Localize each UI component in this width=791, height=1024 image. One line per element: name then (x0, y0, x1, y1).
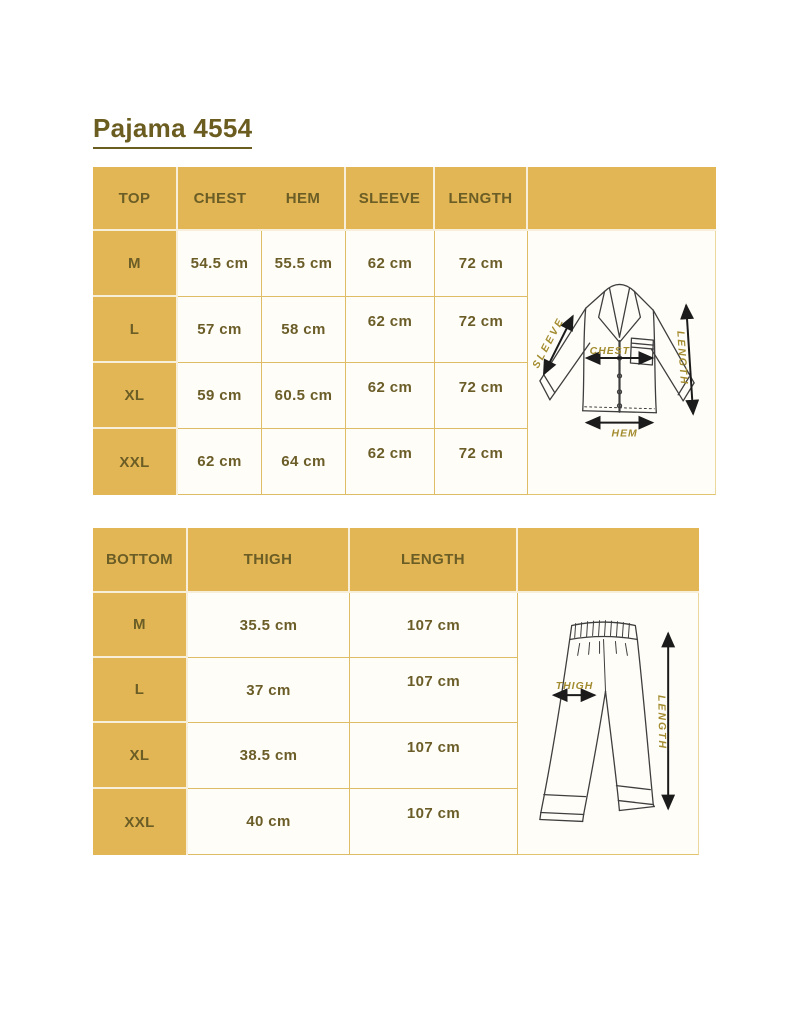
bottom-table-header-length: LENGTH (350, 528, 518, 593)
top-xl-sleeve: 62 cm (346, 363, 435, 429)
bottom-m-thigh: 35.5 cm (188, 593, 350, 658)
bottom-xxl-thigh: 40 cm (188, 789, 350, 855)
bottom-xl-length: 107 cm (350, 723, 518, 789)
top-m-sleeve: 62 cm (346, 231, 435, 297)
top-table-header-chest: CHEST (178, 167, 262, 231)
bottom-xl-thigh: 38.5 cm (188, 723, 350, 789)
top-xxl-sleeve: 62 cm (346, 429, 435, 495)
chest-label: CHEST (589, 346, 631, 358)
top-m-length: 72 cm (435, 231, 528, 297)
top-l-hem: 58 cm (262, 297, 346, 363)
bottom-size-table (93, 528, 699, 855)
sleeve-label: SLEEVE (530, 315, 567, 371)
top-size-l: L (93, 297, 178, 363)
top-size-xxl: XXL (93, 429, 178, 495)
top-table-header-sleeve: SLEEVE (346, 167, 435, 231)
bottom-l-thigh: 37 cm (188, 658, 350, 723)
top-table-header-top: TOP (93, 167, 178, 231)
top-size-xl: XL (93, 363, 178, 429)
top-l-length: 72 cm (435, 297, 528, 363)
bottom-xxl-length: 107 cm (350, 789, 518, 855)
diagram-labels (531, 316, 689, 440)
top-table-header-length: LENGTH (435, 167, 528, 231)
bottom-size-m: M (93, 593, 188, 658)
top-table-header-diagram (528, 167, 716, 231)
bottom-size-xl: XL (93, 723, 188, 789)
top-xxl-hem: 64 cm (262, 429, 346, 495)
pajama-pants-outline (540, 621, 654, 822)
top-xxl-chest: 62 cm (178, 429, 262, 495)
length-label: LENGTH (655, 695, 668, 751)
bottom-l-length: 107 cm (350, 658, 518, 723)
page-title: Pajama 4554 (93, 113, 252, 149)
top-table-header-hem: HEM (262, 167, 346, 231)
pajama-pants-illustration (518, 593, 698, 854)
top-xl-chest: 59 cm (178, 363, 262, 429)
bottom-table-header-bottom: BOTTOM (93, 528, 188, 593)
bottom-table-header-thigh: THIGH (188, 528, 350, 593)
top-size-m: M (93, 231, 178, 297)
top-xl-length: 72 cm (435, 363, 528, 429)
bottom-table-header-diagram (518, 528, 699, 593)
hem-label: HEM (611, 428, 638, 440)
top-size-table (93, 167, 716, 495)
top-l-chest: 57 cm (178, 297, 262, 363)
top-l-sleeve: 62 cm (346, 297, 435, 363)
top-m-chest: 54.5 cm (178, 231, 262, 297)
bottom-m-length: 107 cm (350, 593, 518, 658)
bottom-size-xxl: XXL (93, 789, 188, 855)
top-xl-hem: 60.5 cm (262, 363, 346, 429)
pajama-pants-diagram-panel (518, 593, 699, 855)
bottom-size-l: L (93, 658, 188, 723)
pajama-top-illustration (528, 231, 715, 494)
length-label: LENGTH (674, 330, 690, 387)
pajama-top-diagram-panel (528, 231, 716, 495)
thigh-label: THIGH (555, 681, 594, 693)
top-m-hem: 55.5 cm (262, 231, 346, 297)
top-xxl-length: 72 cm (435, 429, 528, 495)
